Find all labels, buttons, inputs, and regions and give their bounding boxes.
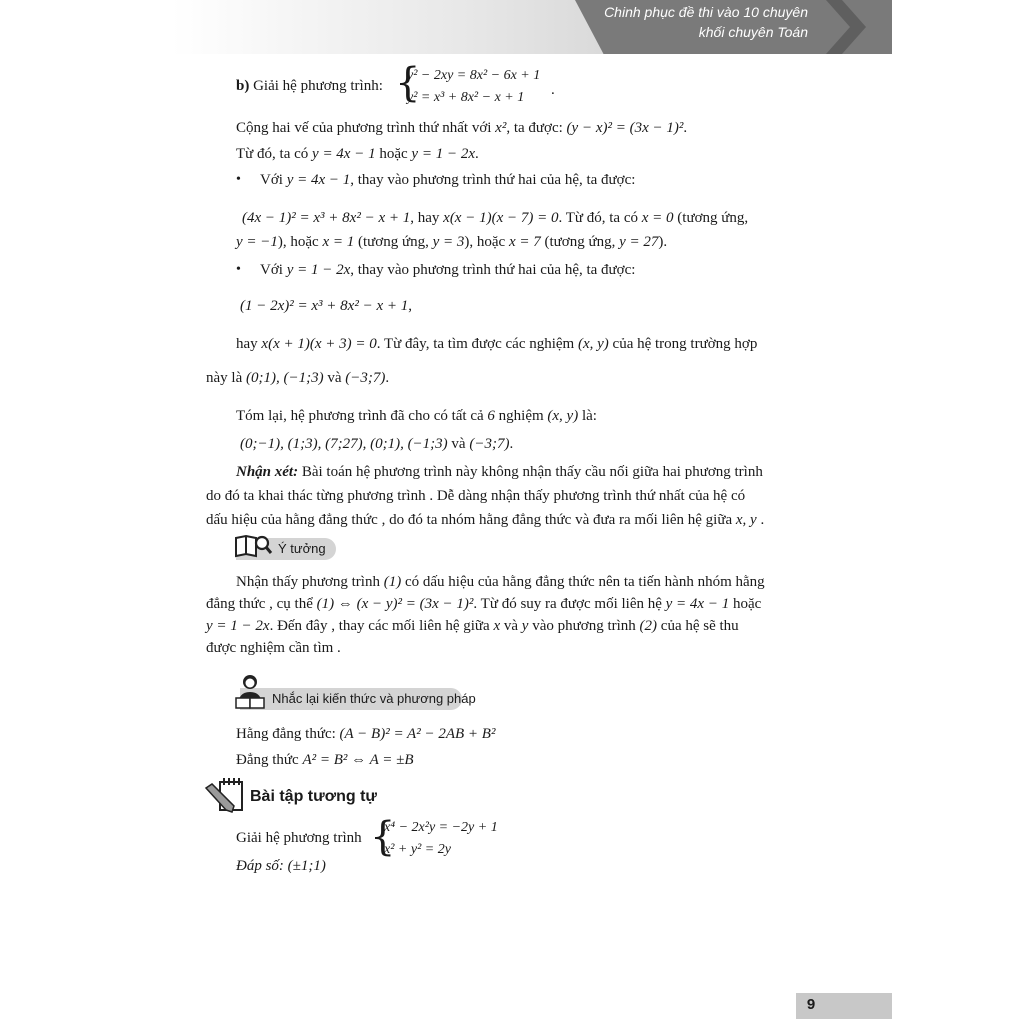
case1-t6: ), hoặc xyxy=(464,234,506,250)
line3-end: . xyxy=(474,146,479,162)
idea-l1n: (1) xyxy=(383,574,402,590)
idea-l3n: (2) xyxy=(639,618,658,634)
bullet-dot: • xyxy=(236,262,241,277)
remark-label: Nhận xét: xyxy=(236,464,299,480)
part-b-label: b) xyxy=(236,78,250,94)
summary-sols: (0;−1), (1;3), (7;27), (0;1), (−1;3) xyxy=(240,436,448,452)
remark-line1 xyxy=(236,462,763,482)
summary-t2: nghiệm xyxy=(498,408,544,424)
case2-t1: hay xyxy=(236,336,258,352)
case1-eq6: y = 3 xyxy=(432,234,465,250)
case2-eq1: (1 − 2x)² = x³ + 8x² − x + 1 xyxy=(240,298,409,314)
summary-line2 xyxy=(240,434,513,454)
line2-eq: (y − x)² = (3x − 1)² xyxy=(566,120,684,136)
case1-t7: (tương ứng, xyxy=(544,234,616,250)
summary-eq: (x, y) xyxy=(547,408,579,424)
recall-title: Nhắc lại kiến thức và phương pháp xyxy=(272,691,476,706)
answer-label: Đáp số: xyxy=(236,858,284,874)
line3-eq1: y = 4x − 1 xyxy=(312,146,376,162)
teacher-reading-icon xyxy=(230,672,270,712)
exercise-eq2: x² + y² = 2y xyxy=(384,842,451,857)
idea-line2 xyxy=(206,594,761,614)
exercise-title: Bài tập tương tự xyxy=(250,788,377,805)
line2-end: . xyxy=(683,120,688,136)
remark-vars: x, y xyxy=(735,512,757,528)
idea-l2c: hoặc xyxy=(732,596,762,612)
part-b-eq1: y² − 2xy = 8x² − 6x + 1 xyxy=(407,68,541,83)
case2-t6: . xyxy=(385,370,390,386)
case2-end: , xyxy=(408,298,412,314)
idea-l1a: Nhận thấy phương trình xyxy=(236,574,380,590)
system-brace: { xyxy=(395,60,421,106)
line-add-equations xyxy=(236,118,687,138)
case2-eq-line xyxy=(240,296,412,316)
case1-t5: (tương ứng, xyxy=(358,234,429,250)
line3-text1: Từ đó, ta có xyxy=(236,146,309,162)
idea-l1b: có dấu hiệu của hằng đẳng thức nên ta tiến hành nhóm hằng xyxy=(404,574,765,590)
remark-text3: dấu hiệu của hằng đẳng thức , do đó ta nhóm hằng đẳng thức và đưa ra mối liên hệ giữa xyxy=(206,512,733,528)
case2-eq2: x(x + 1)(x + 3) = 0 xyxy=(261,336,377,352)
case2-t5: và xyxy=(327,370,342,386)
case1-eq2: x(x − 1)(x − 7) = 0 xyxy=(443,210,559,226)
idea-l3b: và xyxy=(503,618,519,634)
part-b-eq2: y² = x³ + 8x² − x + 1 xyxy=(407,90,525,105)
idea-line3 xyxy=(206,616,739,636)
line-from-that xyxy=(236,144,479,164)
bullet2-text1: Với xyxy=(260,262,283,278)
bullet2-text2: , thay vào phương trình thứ hai của hệ, ta được: xyxy=(350,262,636,278)
part-b-intro xyxy=(236,76,383,96)
case2-t2: . Từ đây, ta tìm được các nghiệm xyxy=(376,336,575,352)
summary-line1 xyxy=(236,406,597,426)
answer-value: (±1;1) xyxy=(287,858,326,874)
line2-text: Cộng hai vế của phương trình thứ nhất với xyxy=(236,120,492,136)
book-magnifier-icon xyxy=(233,532,275,562)
recall-l1eq: (A − B)² = A² − 2AB + B² xyxy=(339,726,496,742)
case1-line1 xyxy=(242,208,748,228)
exercise-eq1: x⁴ − 2x²y = −2y + 1 xyxy=(384,820,498,835)
case2-eq3: (x, y) xyxy=(577,336,609,352)
case1-eq7: x = 7 xyxy=(508,234,541,250)
case2-line3 xyxy=(206,368,389,388)
summary-end: . xyxy=(509,436,514,452)
idea-l2a: đẳng thức , cụ thể xyxy=(206,596,313,612)
recall-line1 xyxy=(236,724,495,744)
idea-l3x: x xyxy=(493,618,501,634)
remark-line3 xyxy=(206,510,764,530)
summary-t4: và xyxy=(451,436,466,452)
recall-l1: Hằng đẳng thức: xyxy=(236,726,336,742)
line2-mid: , ta được: xyxy=(506,120,563,136)
part-b-end: . xyxy=(551,82,555,98)
header-line-2: khối chuyên Toán xyxy=(698,24,808,40)
idea-l3eq: y = 1 − 2x xyxy=(206,618,270,634)
idea-line4: được nghiệm cần tìm . xyxy=(206,640,341,656)
idea-title: Ý tưởng xyxy=(278,541,326,556)
remark-end: . xyxy=(760,512,765,528)
bullet1-text1: Với xyxy=(260,172,283,188)
case2-s1: (0;1), (−1;3) xyxy=(245,370,324,386)
case1-t3: (tương ứng, xyxy=(677,210,749,226)
bullet1-eq: y = 4x − 1 xyxy=(286,172,351,188)
bullet2-eq: y = 1 − 2x xyxy=(286,262,351,278)
case2-t3: của hệ trong trường hợp xyxy=(612,336,758,352)
case2-t4: này là xyxy=(206,370,243,386)
case1-t8: ). xyxy=(658,234,668,250)
bullet-2 xyxy=(260,260,635,280)
case1-eq4: y = −1 xyxy=(236,234,278,250)
idea-l3y: y xyxy=(521,618,529,634)
part-b-text: Giải hệ phương trình: xyxy=(253,78,383,94)
line2-x2: x² xyxy=(495,120,507,136)
idea-l2eq2: y = 4x − 1 xyxy=(665,596,730,612)
line3-eq2: y = 1 − 2x xyxy=(411,146,475,162)
case1-t2: . Từ đó, ta có xyxy=(558,210,638,226)
page-number-box xyxy=(796,993,892,1019)
case1-eq5: x = 1 xyxy=(322,234,355,250)
recall-line2 xyxy=(236,750,414,770)
idea-l3d: của hệ sẽ thu xyxy=(660,618,739,634)
case1-line2 xyxy=(236,232,667,252)
exercise-answer xyxy=(236,856,326,876)
case1-t1: , hay xyxy=(410,210,440,226)
bullet1-text2: , thay vào phương trình thứ hai của hệ, ta được: xyxy=(350,172,636,188)
idea-line1 xyxy=(236,572,765,592)
header-title xyxy=(604,2,808,42)
idea-l2b: . Từ đó suy ra được mối liên hệ xyxy=(473,596,662,612)
case2-line2 xyxy=(236,334,757,354)
case1-eq8: y = 27 xyxy=(619,234,659,250)
case1-eq3: x = 0 xyxy=(641,210,674,226)
summary-t3: là: xyxy=(581,408,597,424)
bullet-dot: • xyxy=(236,172,241,187)
line3-text2: hoặc xyxy=(379,146,408,162)
summary-t1: Tóm lại, hệ phương trình đã cho có tất cả xyxy=(236,408,484,424)
page-number: 9 xyxy=(806,996,816,1013)
case2-s2: (−3;7) xyxy=(345,370,386,386)
recall-l2eq: A² = B² ⇔ A = ±B xyxy=(302,752,414,768)
case1-t4: ), hoặc xyxy=(277,234,319,250)
summary-n: 6 xyxy=(487,408,495,424)
idea-l3c: vào phương trình xyxy=(532,618,636,634)
header-line-1: Chinh phục đề thi vào 10 chuyên xyxy=(604,4,808,20)
case1-eq1: (4x − 1)² = x³ + 8x² − x + 1 xyxy=(242,210,411,226)
bullet-1 xyxy=(260,170,635,190)
remark-text1: Bài toán hệ phương trình này không nhận thấy cầu nối giữa hai phương trình xyxy=(301,464,763,480)
exercise-brace: { xyxy=(370,814,396,860)
summary-last: (−3;7) xyxy=(469,436,510,452)
recall-l2: Đẳng thức xyxy=(236,752,299,768)
idea-l2eq: (1) ⇔ (x − y)² = (3x − 1)² xyxy=(316,596,474,612)
notepad-pencil-icon xyxy=(204,776,246,814)
exercise-text: Giải hệ phương trình xyxy=(236,830,362,846)
remark-line2: do đó ta khai thác từng phương trình . Dễ dàng nhận thấy phương trình thứ nhất của hệ có xyxy=(206,488,746,504)
idea-l3a: . Đến đây , thay các mối liên hệ giữa xyxy=(269,618,490,634)
